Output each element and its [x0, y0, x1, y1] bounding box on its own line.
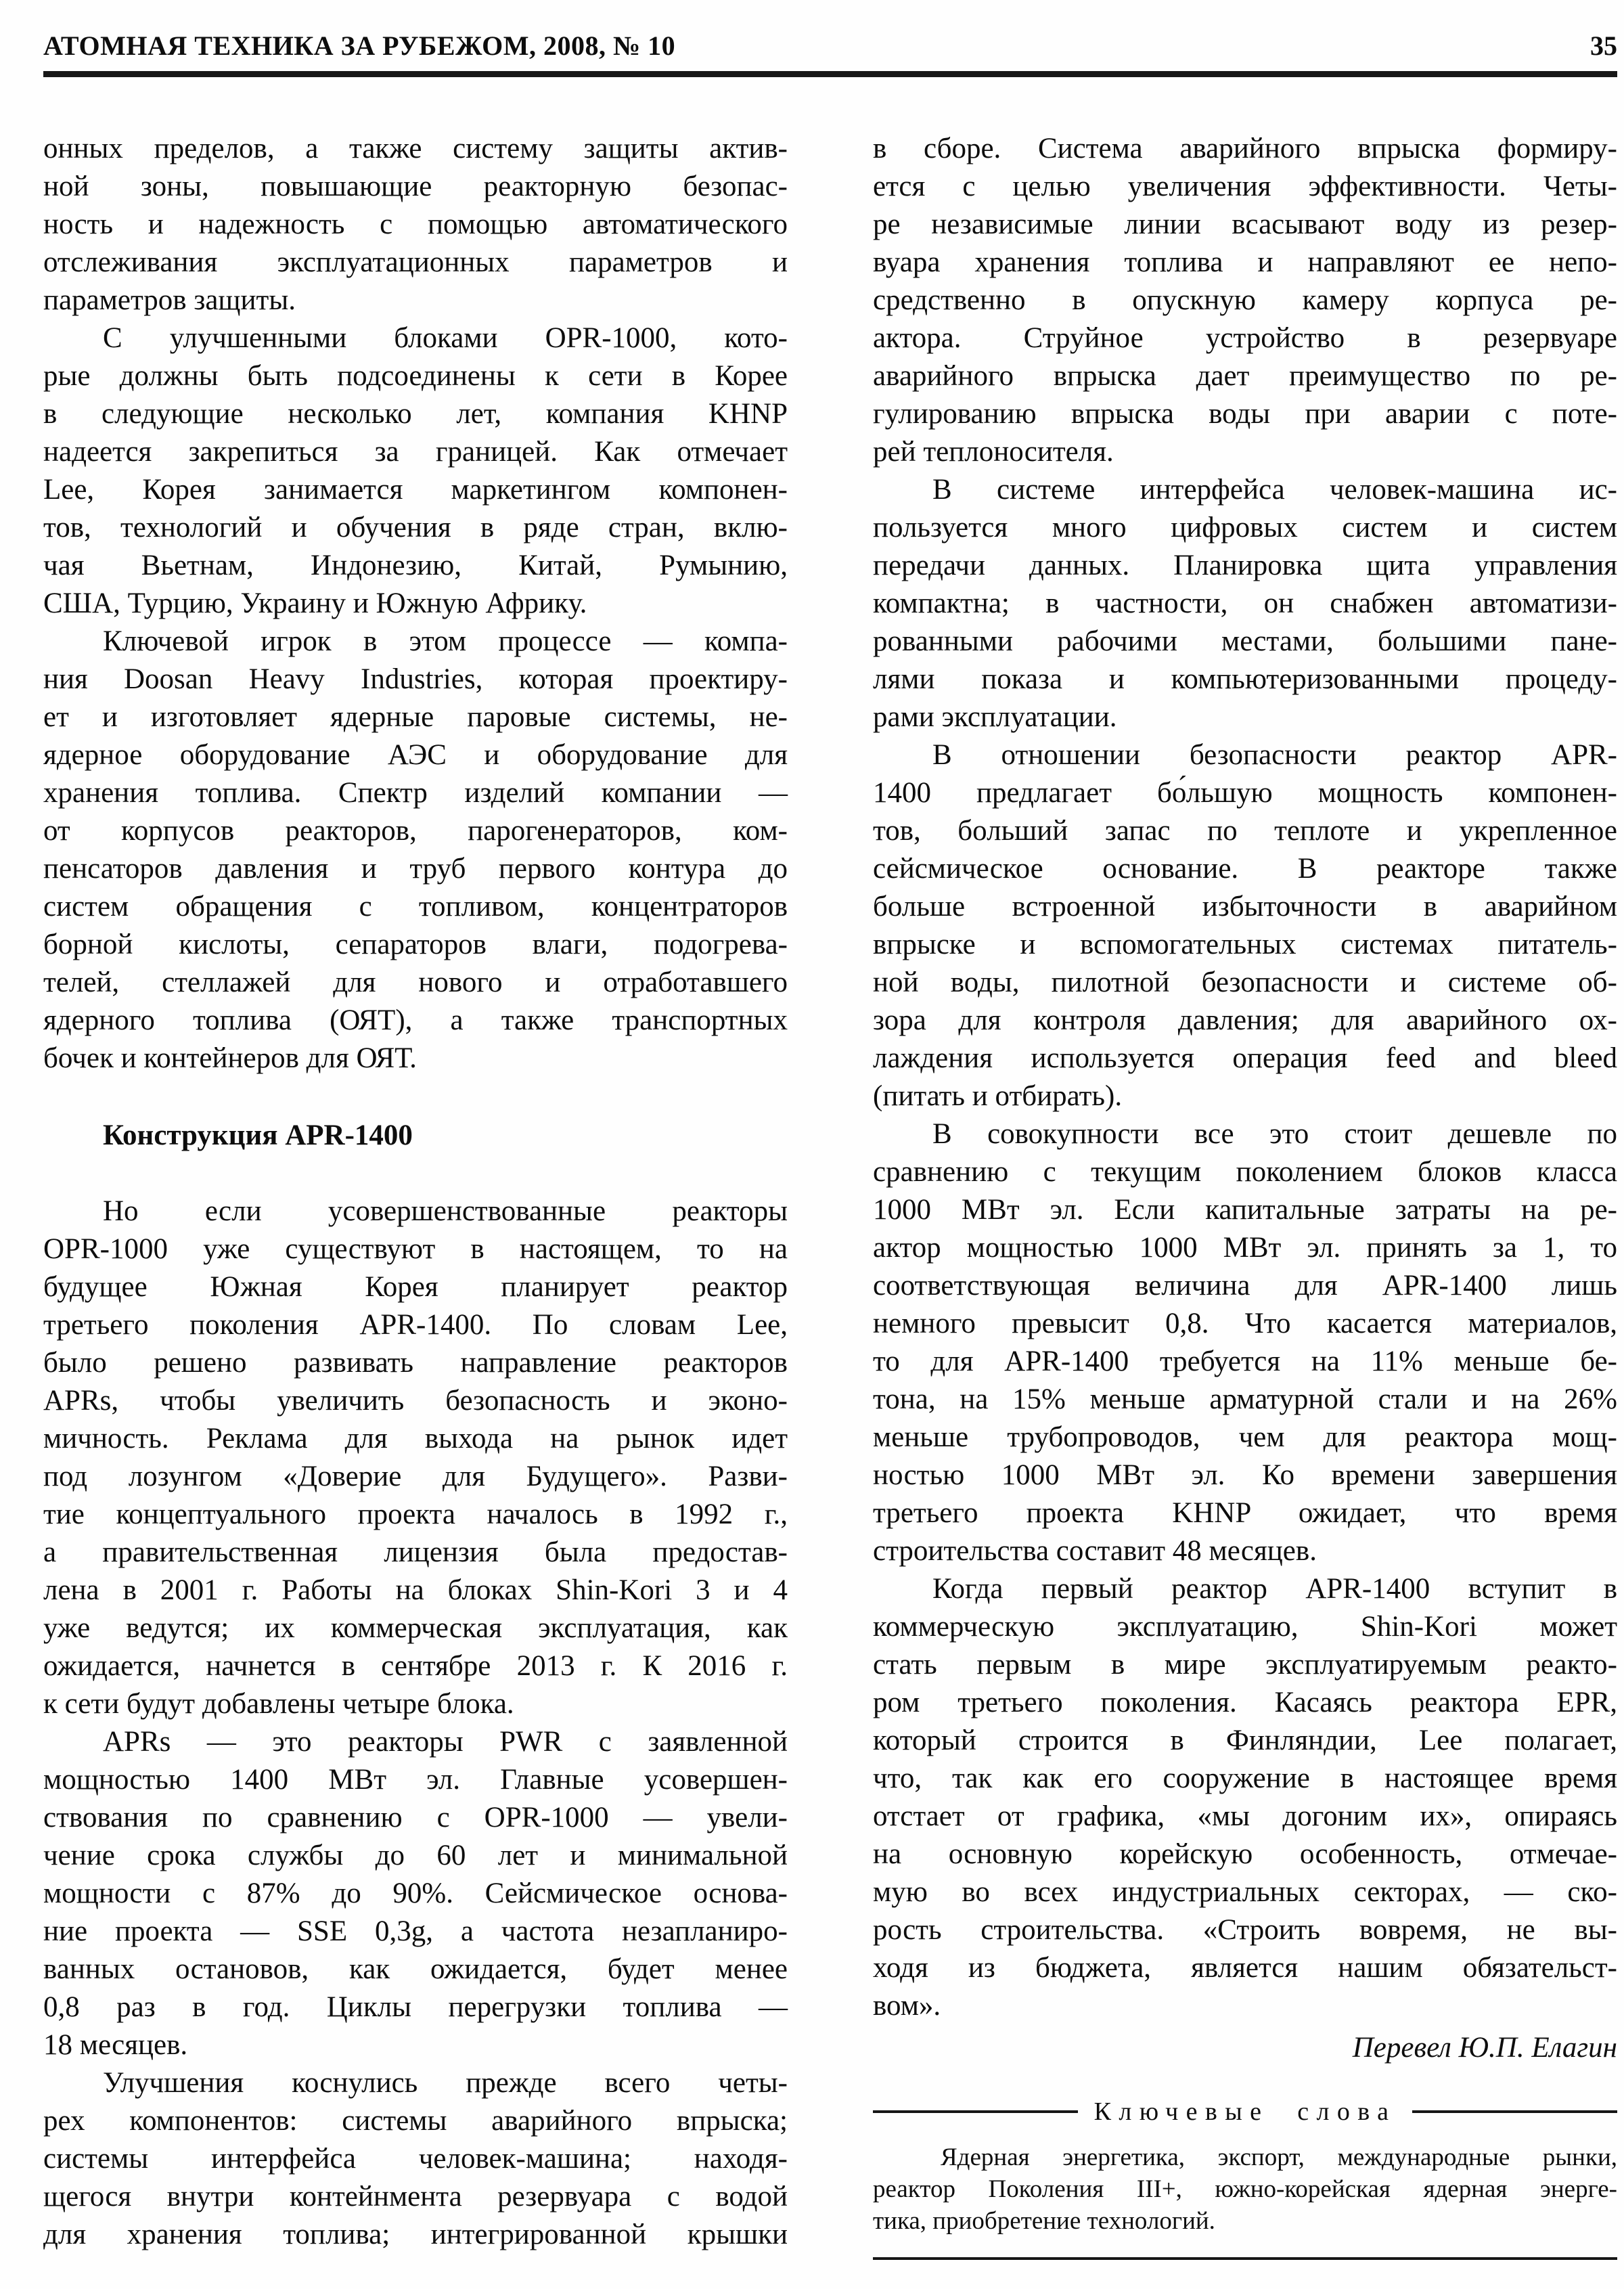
text-line: уже ведутся; их коммерческая эксплуатация, как — [43, 1612, 788, 1644]
text-line: мощностью 1400 МВт эл. Главные усовершен- — [43, 1764, 788, 1796]
left-column — [43, 130, 788, 2260]
text-line: больше встроенной избыточности в аварийном — [873, 891, 1617, 923]
text-line: систем обращения с топливом, концентраторов — [43, 891, 788, 923]
text-line: компактна; в частности, он снабжен автоматизи- — [873, 587, 1617, 619]
text-line: стать первым в мире эксплуатируемым реакто- — [873, 1649, 1617, 1681]
right-column — [873, 130, 1617, 2260]
text-line: Улучшения коснулись прежде всего четы- — [103, 2067, 788, 2099]
text-line: мую во всех индустриальных секторах, — ско- — [873, 1876, 1617, 1908]
text-line: отстает от графика, «мы догоним их», опираясь — [873, 1800, 1617, 1832]
text-line: рость строительства. «Строить вовремя, не вы- — [873, 1914, 1617, 1946]
text-line: тов, больший запас по теплоте и укрепленное — [873, 815, 1617, 847]
text-line: ется с целью увеличения эффективности. Четы- — [873, 171, 1617, 202]
text-line: реактор Поколения III+, южно-корейская ядерная энерге- — [873, 2175, 1617, 2203]
text-line: бочек и контейнеров для ОЯТ. — [43, 1042, 417, 1074]
paragraph — [43, 2064, 788, 2254]
text-line: 0,8 раз в год. Циклы перегрузки топлива — — [43, 1991, 788, 2023]
text-line: ром третьего поколения. Касаясь реактора EPR, — [873, 1687, 1617, 1718]
paragraph — [873, 130, 1617, 471]
text-columns — [43, 130, 1617, 2260]
text-line: актор мощностью 1000 МВт эл. принять за 1, то — [873, 1232, 1617, 1264]
text-line: вуара хранения топлива и направляют ее непо- — [873, 246, 1617, 278]
text-line: пользуется много цифровых систем и систем — [873, 512, 1617, 543]
text-line: В отношении безопасности реактор APR- — [932, 739, 1617, 771]
text-line: сейсмическое основание. В реакторе также — [873, 853, 1617, 885]
text-line: средственно в опускную камеру корпуса ре- — [873, 284, 1617, 316]
text-line: 1000 МВт эл. Если капитальные затраты на ре- — [873, 1194, 1617, 1226]
text-line: рами эксплуатации. — [873, 701, 1117, 733]
text-line: сравнению с текущим поколением блоков класса — [873, 1156, 1617, 1188]
text-line: немного превысит 0,8. Что касается материалов, — [873, 1308, 1617, 1339]
text-line: чение срока службы до 60 лет и минимальной — [43, 1840, 788, 1871]
text-line: ожидается, начнется в сентябре 2013 г. К 2016 г. — [43, 1650, 788, 1682]
paragraph — [873, 1115, 1617, 1570]
text-line: ностью 1000 МВт эл. Ко времени завершения — [873, 1459, 1617, 1491]
text-line: впрыске и вспомогательных системах питатель- — [873, 929, 1617, 960]
text-line: APRs — это реакторы PWR с заявленной — [103, 1726, 788, 1758]
text-line: борной кислоты, сепараторов влаги, подогрева- — [43, 929, 788, 960]
translator-signature: Перевел Ю.П. Елагин — [1352, 2032, 1617, 2064]
text-line: лена в 2001 г. Работы на блоках Shin-Kori 3 и 4 — [43, 1574, 788, 1606]
text-line: APRs, чтобы увеличить безопасность и эконо- — [43, 1385, 788, 1417]
text-line: лаждения используется операция feed and bleed — [873, 1042, 1617, 1074]
text-line: ре независимые линии всасывают воду из резер- — [873, 208, 1617, 240]
text-line: рей теплоносителя. — [873, 436, 1114, 468]
text-line: США, Турцию, Украину и Южную Африку. — [43, 587, 587, 619]
text-line: аварийного впрыска дает преимущество по ре- — [873, 360, 1617, 392]
text-line: Когда первый реактор APR-1400 вступит в — [932, 1573, 1617, 1605]
page-number: 35 — [1590, 30, 1617, 61]
text-line: ной зоны, повышающие реакторную безопас- — [43, 171, 788, 202]
text-line: что, так как его сооружение в настоящее время — [873, 1762, 1617, 1794]
text-line: будущее Южная Корея планирует реактор — [43, 1271, 788, 1303]
text-line: щегося внутри контейнмента резервуара с водой — [43, 2181, 788, 2213]
text-line: зора для контроля давления; для аварийного ох- — [873, 1004, 1617, 1036]
text-line: чая Вьетнам, Индонезию, Китай, Румынию, — [43, 550, 788, 581]
journal-title: АТОМНАЯ ТЕХНИКА ЗА РУБЕЖОМ, 2008, № 10 — [43, 30, 676, 61]
text-line: OPR-1000 уже существуют в настоящем, то на — [43, 1233, 788, 1265]
keywords-label: Ключевые слова — [1093, 2097, 1397, 2126]
text-line: тона, на 15% меньше арматурной стали и на 26% — [873, 1383, 1617, 1415]
section-heading: Конструкция APR-1400 — [103, 1119, 413, 1151]
text-line: ядерного топлива (ОЯТ), а также транспортных — [43, 1004, 788, 1036]
text-line: параметров защиты. — [43, 284, 296, 316]
text-line: (питать и отбирать). — [873, 1080, 1123, 1112]
text-line: под лозунгом «Доверие для Будущего». Разви- — [43, 1461, 788, 1492]
paragraph — [43, 130, 788, 319]
paragraph — [43, 623, 788, 1077]
text-line: ной воды, пилотной безопасности и системе об- — [873, 966, 1617, 998]
text-line: ния Doosan Heavy Industries, которая проектиру- — [43, 663, 788, 695]
text-line: рованными рабочими местами, большими пане- — [873, 625, 1617, 657]
paragraph — [43, 319, 788, 623]
text-line: меньше трубопроводов, чем для реактора мощ- — [873, 1421, 1617, 1453]
text-line: телей, стеллажей для нового и отработавшего — [43, 966, 788, 998]
text-line: гулированию впрыска воды при аварии с поте- — [873, 398, 1617, 430]
text-line: вом». — [873, 1990, 941, 2022]
text-line: тие концептуального проекта началось в 1992 г., — [43, 1498, 788, 1530]
text-line: третьего поколения APR-1400. По словам Lee, — [43, 1309, 788, 1341]
text-line: от корпусов реакторов, парогенераторов, ком- — [43, 815, 788, 847]
text-line: в следующие несколько лет, компания KHNP — [43, 398, 788, 430]
text-line: было решено развивать направление реакторов — [43, 1347, 788, 1379]
text-line: Ключевой игрок в этом процессе — компа- — [103, 625, 788, 657]
text-line: ванных остановов, как ожидается, будет менее — [43, 1953, 788, 1985]
paragraph — [873, 1570, 1617, 2025]
text-line: ет и изготовляет ядерные паровые системы, не- — [43, 701, 788, 733]
text-line: отслеживания эксплуатационных параметров и — [43, 246, 788, 278]
text-line: мощности с 87% до 90%. Сейсмическое основа- — [43, 1877, 788, 1909]
text-line: соответствующая величина для APR-1400 лишь — [873, 1270, 1617, 1302]
text-line: в сборе. Система аварийного впрыска формиру- — [873, 133, 1617, 164]
paragraph — [873, 736, 1617, 1115]
text-line: то для APR-1400 требуется на 11% меньше бе- — [873, 1346, 1617, 1377]
text-line: строительства составит 48 месяцев. — [873, 1535, 1317, 1567]
text-line: рые должны быть подсоединены к сети в Корее — [43, 360, 788, 392]
text-line: В совокупности все это стоит дешевле по — [932, 1118, 1617, 1150]
paragraph — [43, 1193, 788, 1723]
text-line: 1400 предлагает бо́льшую мощность компонен- — [873, 777, 1617, 809]
text-line: рех компонентов: системы аварийного впрыска; — [43, 2105, 788, 2137]
text-line: актора. Струйное устройство в резервуаре — [873, 322, 1617, 354]
text-line: коммерческую эксплуатацию, Shin-Kori может — [873, 1611, 1617, 1643]
keywords-divider — [873, 2093, 1617, 2131]
text-line: ствования по сравнению с OPR-1000 — увели- — [43, 1802, 788, 1834]
text-line: лями показа и компьютеризованными процеду- — [873, 663, 1617, 695]
text-line: тика, приобретение технологий. — [873, 2207, 1215, 2235]
keywords-text — [873, 2141, 1617, 2237]
text-line: для хранения топлива; интегрированной крышки — [43, 2219, 788, 2250]
text-line: хранения топлива. Спектр изделий компании — — [43, 777, 788, 809]
text-line: надеется закрепиться за границей. Как отмечает — [43, 436, 788, 468]
text-line: онных пределов, а также систему защиты актив- — [43, 133, 788, 164]
text-line: на основную корейскую особенность, отмечае- — [873, 1838, 1617, 1870]
text-line: тов, технологий и обучения в ряде стран, вклю- — [43, 512, 788, 543]
text-line: Lee, Корея занимается маркетингом компонен- — [43, 474, 788, 506]
paragraph — [43, 1723, 788, 2064]
text-line: ние проекта — SSE 0,3g, а частота незапланиро- — [43, 1915, 788, 1947]
header-rule — [43, 71, 1617, 77]
bottom-rule — [873, 2257, 1617, 2260]
text-line: системы интерфейса человек-машина; находя- — [43, 2143, 788, 2175]
text-line: который строится в Финляндии, Lee полагает, — [873, 1725, 1617, 1756]
divider-rule-right — [1412, 2110, 1617, 2113]
page-header — [43, 30, 1617, 62]
text-line: мичность. Реклама для выхода на рынок идет — [43, 1423, 788, 1454]
text-line: Ядерная энергетика, экспорт, международные рынки, — [941, 2143, 1617, 2171]
text-line: а правительственная лицензия была предостав- — [43, 1536, 788, 1568]
text-line: С улучшенными блоками OPR-1000, кото- — [103, 322, 788, 354]
text-line: ность и надежность с помощью автоматического — [43, 208, 788, 240]
paragraph — [873, 471, 1617, 736]
text-line: передачи данных. Планировка щита управления — [873, 550, 1617, 581]
text-line: ядерное оборудование АЭС и оборудование для — [43, 739, 788, 771]
text-line: Но если усовершенствованные реакторы — [103, 1195, 788, 1227]
divider-rule-left — [873, 2110, 1078, 2113]
text-line: к сети будут добавлены четыре блока. — [43, 1688, 514, 1720]
text-line: третьего проекта KHNP ожидает, что время — [873, 1497, 1617, 1529]
text-line: 18 месяцев. — [43, 2029, 188, 2061]
text-line: ходя из бюджета, является нашим обязательст- — [873, 1952, 1617, 1984]
text-line: В системе интерфейса человек-машина ис- — [932, 474, 1617, 506]
text-line: пенсаторов давления и труб первого контура до — [43, 853, 788, 885]
